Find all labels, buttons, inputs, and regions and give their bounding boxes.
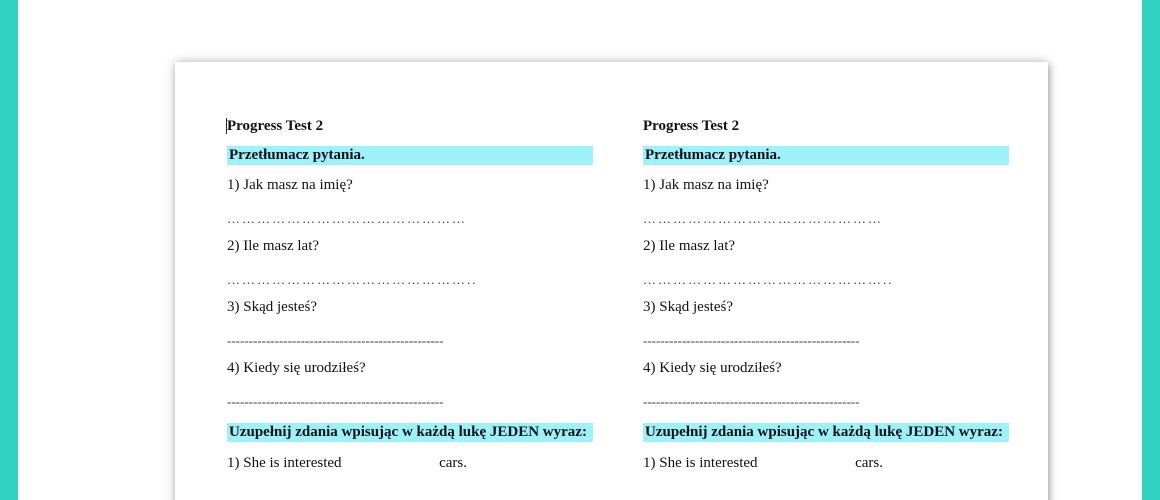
answer-line-4: -------------------------------------------------- bbox=[227, 395, 444, 409]
answer-line-3: -------------------------------------------------- bbox=[227, 334, 444, 348]
answer-line-1: ………………………………………… bbox=[643, 212, 883, 226]
test-title bbox=[227, 116, 593, 136]
document-canvas bbox=[18, 0, 1142, 500]
answer-line-4: -------------------------------------------------- bbox=[643, 395, 860, 409]
answer-line-2: ………………………………………….. bbox=[227, 273, 478, 287]
question-4: 4) Kiedy się urodziłeś? bbox=[643, 360, 782, 376]
exercise-1 bbox=[227, 454, 593, 473]
question-1: 1) Jak masz na imię? bbox=[227, 177, 353, 193]
question-4: 4) Kiedy się urodziłeś? bbox=[227, 360, 366, 376]
right-frame-border bbox=[1142, 0, 1160, 500]
question-3: 3) Skąd jesteś? bbox=[227, 299, 317, 315]
question-2: 2) Ile masz lat? bbox=[227, 238, 320, 254]
question-2: 2) Ile masz lat? bbox=[643, 238, 736, 254]
answer-line-1: ………………………………………… bbox=[227, 212, 467, 226]
test-title bbox=[643, 116, 1009, 136]
test-column-left bbox=[227, 116, 593, 473]
document-page[interactable] bbox=[175, 62, 1048, 500]
test-title-text: Progress Test 2 bbox=[643, 118, 740, 134]
answer-line-3: -------------------------------------------------- bbox=[643, 334, 860, 348]
exercise-1-suffix: cars. bbox=[855, 455, 883, 471]
test-title-text: Progress Test 2 bbox=[227, 118, 324, 134]
answer-line-2: ………………………………………….. bbox=[643, 273, 894, 287]
test-column-right bbox=[643, 116, 1009, 473]
exercise-1-prefix: 1) She is interested bbox=[643, 455, 758, 471]
exercise-1-prefix: 1) She is interested bbox=[227, 455, 342, 471]
left-frame-border bbox=[0, 0, 18, 500]
exercise-1 bbox=[643, 454, 1009, 473]
exercise-1-suffix: cars. bbox=[439, 455, 467, 471]
section-heading-fill-gaps: Uzupełnij zdania wpisując w każdą lukę JEDEN wyraz: bbox=[227, 423, 593, 442]
question-1: 1) Jak masz na imię? bbox=[643, 177, 769, 193]
text-cursor bbox=[226, 118, 227, 134]
section-heading-fill-gaps: Uzupełnij zdania wpisując w każdą lukę JEDEN wyraz: bbox=[643, 423, 1009, 442]
question-3: 3) Skąd jesteś? bbox=[643, 299, 733, 315]
section-heading-translate: Przetłumacz pytania. bbox=[227, 146, 593, 165]
section-heading-translate: Przetłumacz pytania. bbox=[643, 146, 1009, 165]
